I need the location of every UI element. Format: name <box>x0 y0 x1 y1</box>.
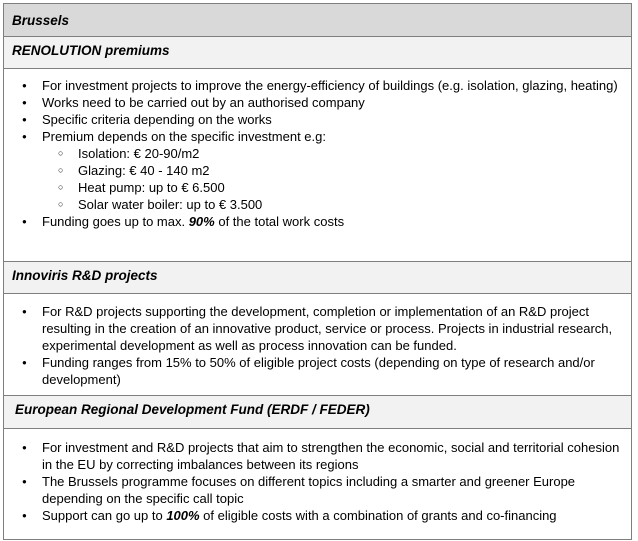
list-item: ● For investment projects to improve the energy-efficiency of buildings (e.g. isolation, glazing, heating) <box>12 77 623 94</box>
list-item: ● Works need to be carried out by an authorised company <box>12 94 623 111</box>
section-title: European Regional Development Fund (ERDF / FEDER) <box>15 402 370 417</box>
funding-table <box>3 3 632 540</box>
item-text: Support can go up to <box>42 508 167 523</box>
list-item: ● Specific criteria depending on the works <box>12 111 623 128</box>
list-item: ● The Brussels programme focuses on different topics including a smarter and greener Europe depending on the specific call topic <box>12 473 623 507</box>
emphasis-value: 100% <box>166 508 200 523</box>
section-header-renolution <box>4 37 631 69</box>
section-body-innoviris <box>4 294 631 396</box>
emphasis-value: 90% <box>188 214 215 229</box>
section-title: Innoviris R&D projects <box>12 268 158 283</box>
item-text: Funding goes up to max. <box>42 214 189 229</box>
section-body-renolution <box>4 69 631 262</box>
sub-list-item: ○ Glazing: € 40 - 140 m2 <box>12 162 623 179</box>
sub-list-item: ○ Solar water boiler: up to € 3.500 <box>12 196 623 213</box>
sub-list-item: ○ Heat pump: up to € 6.500 <box>12 179 623 196</box>
section-header-erdf <box>4 396 631 429</box>
bullet-list <box>12 77 623 230</box>
item-text: of eligible costs with a combination of grants and co-financing <box>199 508 557 523</box>
list-item: ● Funding ranges from 15% to 50% of eligible project costs (depending on type of research and/or development) <box>12 354 623 388</box>
section-title: RENOLUTION premiums <box>12 43 170 58</box>
region-title: Brussels <box>12 13 70 28</box>
item-text: of the total work costs <box>214 214 345 229</box>
list-item: ● Premium depends on the specific investment e.g: <box>12 128 623 145</box>
bullet-list <box>12 439 623 524</box>
list-item <box>12 507 623 524</box>
list-item: ● For investment and R&D projects that aim to strengthen the economic, social and territorial cohesion in the EU by correcting imbalances between its regions <box>12 439 623 473</box>
sub-list-item: ○ Isolation: € 20-90/m2 <box>12 145 623 162</box>
section-header-innoviris <box>4 262 631 294</box>
list-item: ● For R&D projects supporting the development, completion or implementation of an R&D project resulting in the creation of an innovative product, service or process. Projects in industrial research, experimental development as well as process innovation can be funded. <box>12 303 623 354</box>
list-item <box>12 213 623 230</box>
region-header <box>4 4 631 37</box>
bullet-list <box>12 303 623 388</box>
section-body-erdf <box>4 429 631 539</box>
